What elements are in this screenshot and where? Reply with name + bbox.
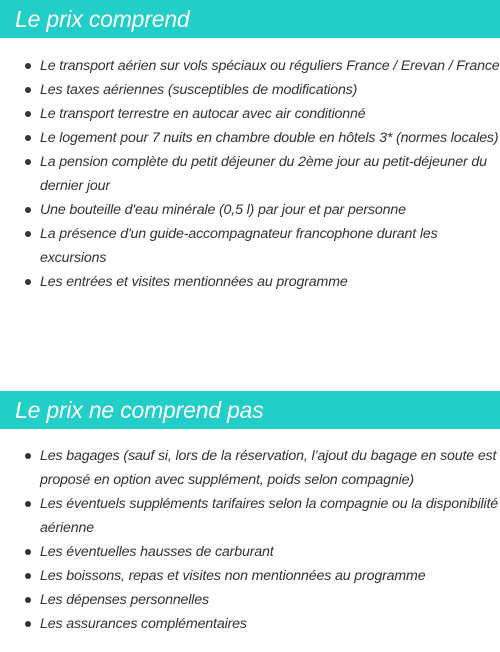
excluded-section-header (0, 391, 500, 429)
bullet-icon (25, 597, 31, 603)
bullet-icon (25, 111, 31, 117)
list-item-text: Les bagages (sauf si, lors de la réservation, l’ajout du bagage en soute est proposé en option avec supplément, poids selon compagnie) (40, 448, 497, 488)
bullet-icon (25, 207, 31, 213)
list-item (22, 150, 500, 198)
list-item (22, 540, 500, 564)
list-item-text: Les éventuels suppléments tarifaires selon la compagnie ou la disponibilité aérienne (40, 496, 499, 536)
list-item (22, 78, 500, 102)
excluded-section-title: Le prix ne comprend pas (15, 397, 264, 423)
list-item-text: Le transport terrestre en autocar avec air conditionné (40, 106, 366, 122)
list-item-text: La présence d'un guide-accompagnateur francophone durant les excursions (40, 226, 438, 266)
list-item (22, 126, 500, 150)
list-item (22, 270, 500, 294)
bullet-icon (25, 279, 31, 285)
list-item-text: Les assurances complémentaires (40, 616, 247, 632)
bullet-icon (25, 453, 31, 459)
excluded-list (22, 444, 500, 636)
bullet-icon (25, 63, 31, 69)
list-item (22, 564, 500, 588)
list-item-text: Les taxes aériennes (susceptibles de modifications) (40, 82, 358, 98)
bullet-icon (25, 135, 31, 141)
list-item-text: Les dépenses personnelles (40, 592, 209, 608)
list-item-text: Le logement pour 7 nuits en chambre double en hôtels 3* (normes locales) (40, 130, 499, 146)
list-item-text: Les boissons, repas et visites non mentionnées au programme (40, 568, 426, 584)
list-item (22, 588, 500, 612)
list-item (22, 198, 500, 222)
bullet-icon (25, 573, 31, 579)
list-item-text: Une bouteille d'eau minérale (0,5 l) par jour et par personne (40, 202, 406, 218)
bullet-icon (25, 621, 31, 627)
included-section-title: Le prix comprend (15, 6, 190, 32)
bullet-icon (25, 549, 31, 555)
list-item-text: Les entrées et visites mentionnées au programme (40, 274, 348, 290)
included-section-header (0, 0, 500, 38)
list-item (22, 102, 500, 126)
bullet-icon (25, 501, 31, 507)
list-item (22, 444, 500, 492)
list-item (22, 54, 500, 78)
bullet-icon (25, 231, 31, 237)
bullet-icon (25, 87, 31, 93)
list-item-text: La pension complète du petit déjeuner du 2ème jour au petit-déjeuner du dernier jour (40, 154, 487, 194)
list-item-text: Le transport aérien sur vols spéciaux ou réguliers France / Erevan / France (40, 58, 500, 74)
list-item (22, 222, 500, 270)
included-list (22, 54, 500, 294)
bullet-icon (25, 159, 31, 165)
list-item (22, 612, 500, 636)
list-item (22, 492, 500, 540)
list-item-text: Les éventuelles hausses de carburant (40, 544, 274, 560)
